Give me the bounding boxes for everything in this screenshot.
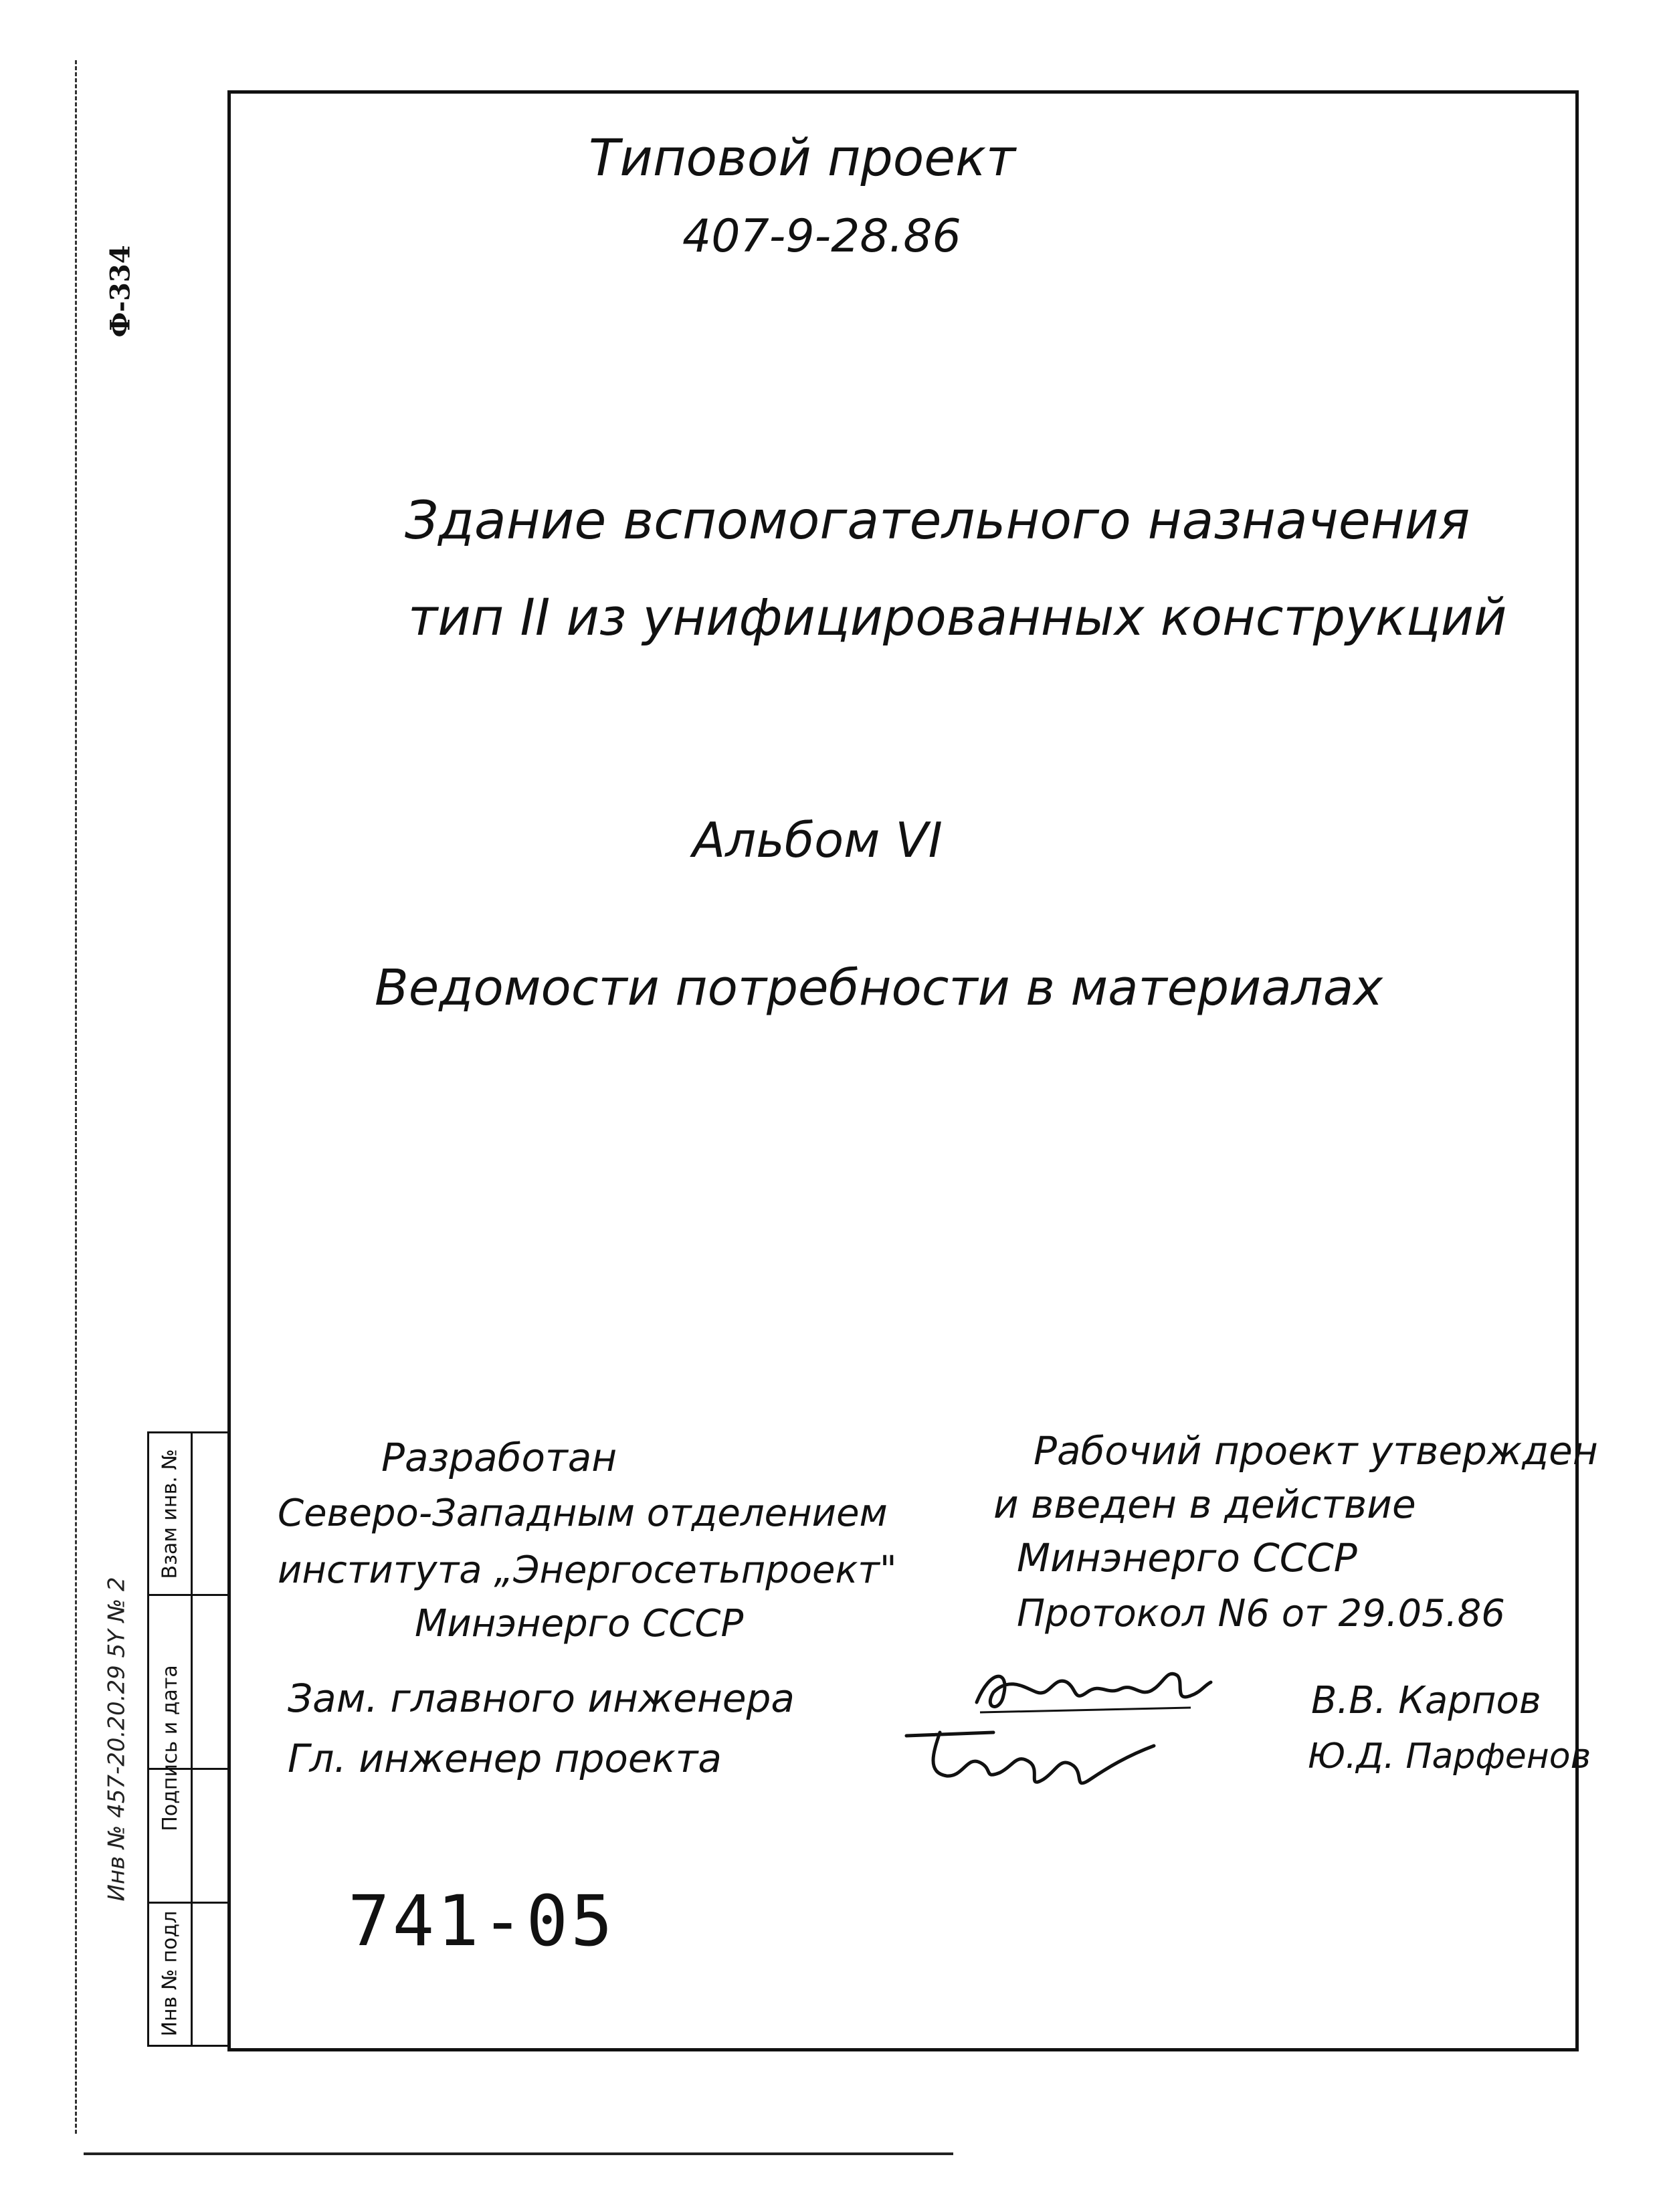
signature-chief-engineer: [900, 1716, 1181, 1796]
role-deputy-chief: Зам. главного инженера: [288, 1676, 795, 1721]
role-chief-project-engineer: Гл. инженер проекта: [288, 1736, 722, 1781]
approval-line-1: Рабочий проект утвержден: [1034, 1428, 1598, 1474]
approval-line-2: и введен в действие: [993, 1482, 1416, 1527]
project-number: 407-9-28.86: [682, 210, 961, 263]
developer-line-3: института „Энергосетьпроект": [278, 1548, 897, 1592]
subtitle: Ведомости потребности в материалах: [375, 959, 1383, 1017]
name-deputy-chief: В.В. Карпов: [1311, 1679, 1541, 1722]
binding-line: [75, 60, 77, 2134]
developer-line-2: Северо-Западным отделением: [278, 1492, 888, 1535]
developer-line-4: Минэнерго СССР: [415, 1602, 744, 1645]
bottom-edge-line: [84, 2152, 953, 2155]
name-chief-project-engineer: Ю.Д. Парфенов: [1308, 1736, 1591, 1777]
title-line-2: тип II из унифицированных конструкций: [408, 587, 1507, 647]
stamp-replaced-inv-no: Взам инв. №: [158, 1448, 182, 1579]
approval-line-3: Минэнерго СССР: [1017, 1535, 1357, 1581]
header-line-1: Типовой проект: [589, 128, 1016, 187]
approval-line-4: Протокол N6 от 29.05.86: [1017, 1592, 1505, 1635]
document-code: 741-05: [348, 1880, 615, 1962]
album-label: Альбом VI: [692, 812, 943, 868]
approval-stamp: [147, 1431, 231, 2047]
corner-code: Ф-334: [104, 244, 136, 338]
side-note: Инв № 457-20.20.29 5Y № 2: [104, 1577, 131, 1902]
title-line-1: Здание вспомогательного назначения: [405, 491, 1470, 551]
developer-line-1: Разработан: [381, 1435, 617, 1480]
stamp-inv-no-orig: Инв № подл: [158, 1910, 182, 2037]
stamp-signature-date: Подпись и дата: [158, 1664, 182, 1831]
